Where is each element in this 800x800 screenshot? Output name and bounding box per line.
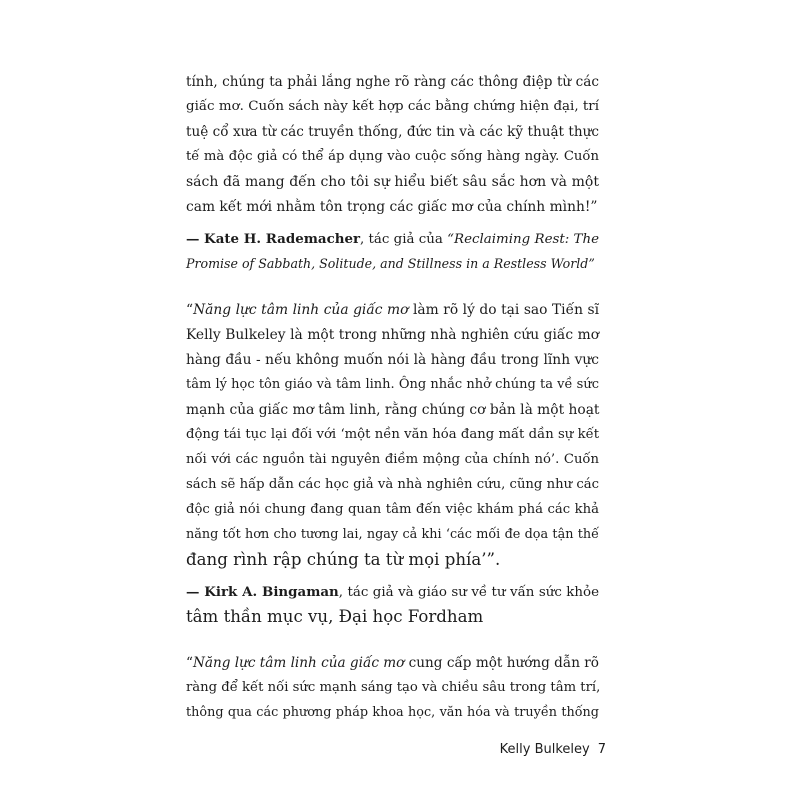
quote1-line: tuệ cổ xưa từ các truyền thống, đức tin và các kỹ thuật thực — [186, 124, 599, 140]
quote1-line: sách đã mang đến cho tôi sự hiểu biết sâu sắc hơn và một — [186, 174, 599, 190]
page-number: 7 — [597, 742, 606, 757]
attribution2-author: — Kirk A. Bingaman — [186, 584, 339, 600]
quote2-line: Kelly Bulkeley là một trong những nhà nghiên cứu giấc mơ — [186, 327, 599, 343]
quote2-line: nối với các nguồn tài nguyên điềm mộng của chính nó’. Cuốn — [186, 452, 599, 467]
quote2-book-title: Năng lực tâm linh của giấc mơ — [193, 302, 409, 318]
quote3-book-title: Năng lực tâm linh của giấc mơ — [192, 655, 405, 671]
quote2-line: hàng đầu - nếu không muốn nói là hàng đầu trong lĩnh vực — [186, 352, 599, 368]
quote1-line: cam kết mới nhằm tôn trọng các giấc mơ của chính mình!” — [186, 199, 598, 215]
quote2-line: động tái tục lại đối với ‘một nền văn hóa đang mất dần sự kết — [186, 427, 599, 442]
quote2-line1 — [186, 298, 599, 322]
attribution2-line1 — [186, 580, 599, 605]
quote1-line: tế mà độc giả có thể áp dụng vào cuộc sống hàng ngày. Cuốn — [186, 149, 599, 164]
attribution1-book-title: “Reclaiming Rest: The — [447, 232, 600, 247]
quote2-line: sách sẽ hấp dẫn các học giả và nhà nghiên cứu, cũng như các — [186, 477, 599, 492]
attribution1-author: — Kate H. Rademacher — [186, 231, 361, 247]
quote3-line1-rest: cung cấp một hướng dẫn rõ — [404, 655, 599, 671]
attribution1-text: , tác giả của — [360, 232, 448, 247]
quote2-line: năng tốt hơn cho tương lai, ngay cả khi ‘các mối đe dọa tận thế — [186, 527, 599, 542]
attribution1-line1 — [186, 227, 599, 252]
quote3-line: ràng để kết nối sức mạnh sáng tạo và chiều sâu trong tâm trí, — [186, 680, 601, 695]
quote3-line1 — [186, 651, 599, 675]
quote3-line: thông qua các phương pháp khoa học, văn hóa và truyền thống — [186, 705, 599, 720]
quote2-line: mạnh của giấc mơ tâm linh, rằng chúng cơ bản là một hoạt — [186, 402, 600, 418]
quote1-line: giấc mơ. Cuốn sách này kết hợp các bằng chứng hiện đại, trí — [186, 99, 599, 114]
quote2-line: đang rình rập chúng ta từ mọi phía’”. — [186, 550, 501, 569]
attribution2-text: , tác giả và giáo sư về tư vấn sức khỏe — [338, 585, 599, 600]
open-quote: “ — [186, 655, 193, 671]
quote2-line: tâm lý học tôn giáo và tâm linh. Ông nhắc nhở chúng ta về sức — [186, 377, 599, 392]
open-quote: “ — [186, 302, 194, 318]
attribution2-line2: tâm thần mục vụ, Đại học Fordham — [186, 607, 484, 626]
attribution1-line2 — [186, 252, 599, 276]
page-footer — [500, 741, 606, 759]
quote1-line: tính, chúng ta phải lắng nghe rõ ràng các thông điệp từ các — [186, 74, 599, 90]
attribution1-book-title: Promise of Sabbath, Solitude, and Stillness in a Restless World” — [186, 256, 595, 271]
quote2-line: độc giả nói chung đang quan tâm đến việc khám phá các khả — [186, 502, 599, 517]
quote2-line1-rest: làm rõ lý do tại sao Tiến sĩ — [408, 302, 599, 318]
running-head: Kelly Bulkeley — [499, 742, 590, 757]
